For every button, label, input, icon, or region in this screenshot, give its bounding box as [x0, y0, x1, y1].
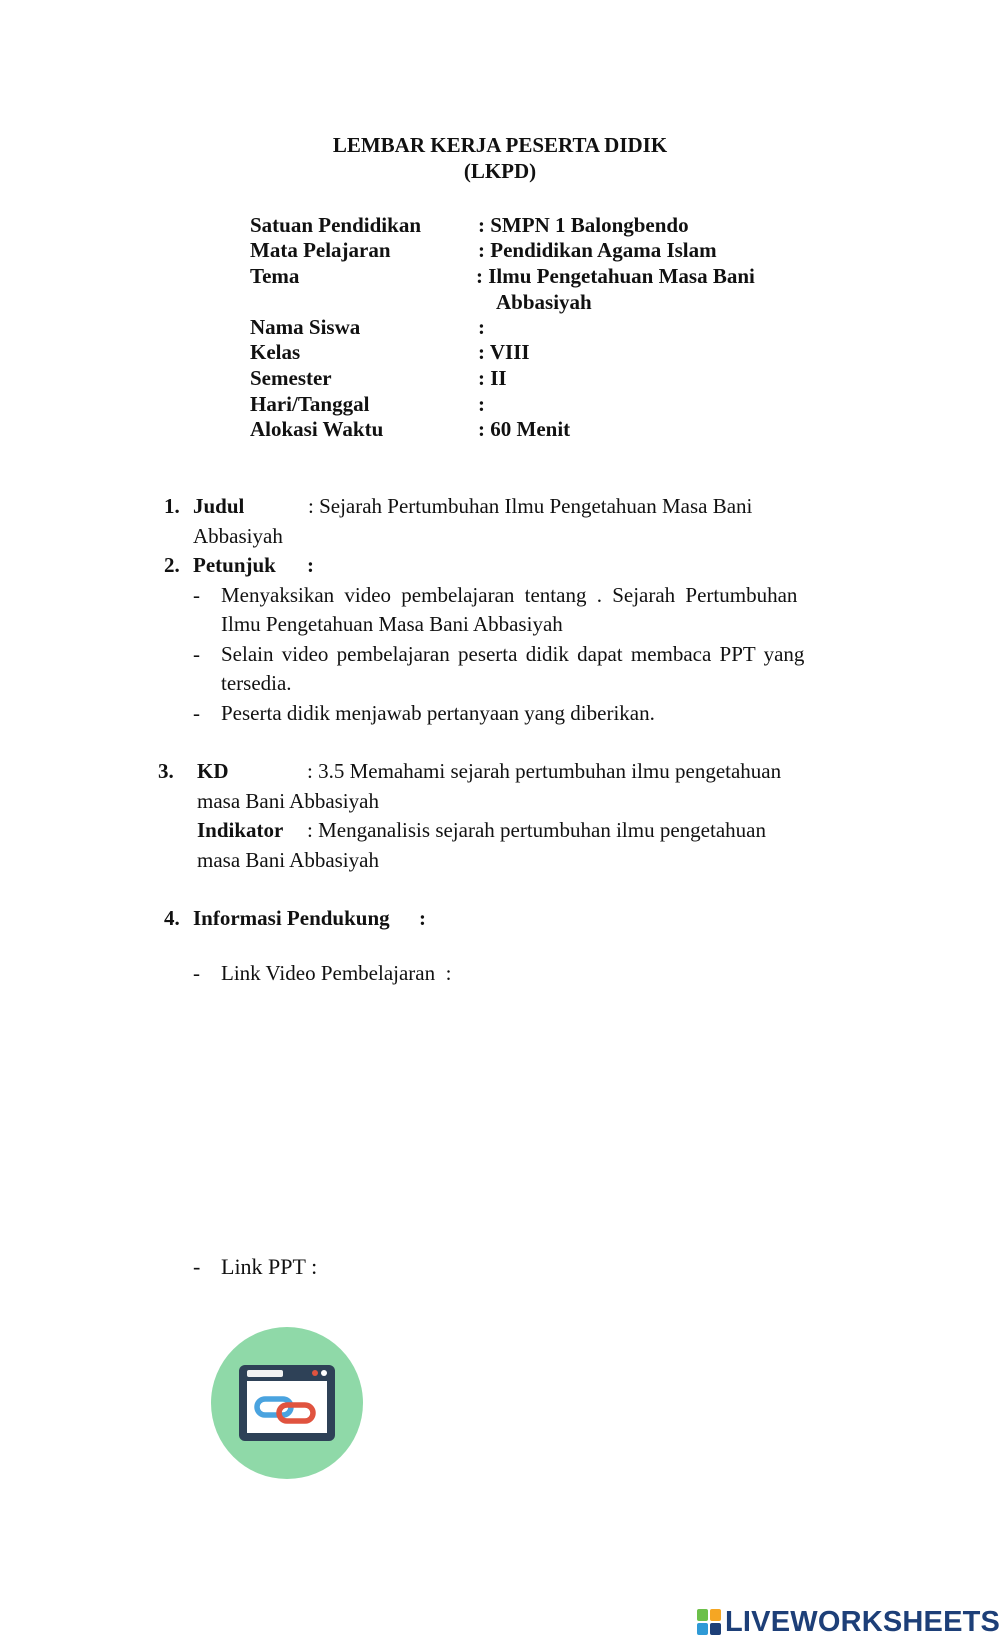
liveworksheets-logo: [697, 1606, 1000, 1638]
info-value: : VIII: [478, 340, 530, 364]
section-number: 3.: [158, 759, 174, 783]
kd-text-cont: masa Bani Abbasiyah: [197, 789, 379, 813]
info-label: Hari/Tanggal: [250, 392, 370, 416]
info-label: Satuan Pendidikan: [250, 213, 421, 237]
info-value: :: [478, 315, 485, 339]
video-link-label: Link Video Pembelajaran :: [221, 961, 452, 985]
info-value: : 60 Menit: [478, 417, 571, 441]
section-colon: :: [419, 906, 426, 930]
page-title: LEMBAR KERJA PESERTA DIDIK: [332, 133, 668, 157]
info-label: Mata Pelajaran: [250, 238, 391, 262]
instruction-item: Peserta didik menjawab pertanyaan yang diberikan.: [221, 701, 655, 725]
bullet-dash: -: [193, 961, 200, 985]
info-label: Tema: [250, 264, 300, 288]
link-icon: [211, 1327, 363, 1479]
instruction-item: Selain video pembelajaran peserta didik dapat membaca PPT yang: [221, 642, 805, 666]
section-number: 2.: [164, 553, 180, 577]
bullet-dash: -: [193, 701, 200, 725]
info-value: : SMPN 1 Balongbendo: [478, 213, 689, 237]
info-value: :: [478, 392, 485, 416]
page-subtitle: (LKPD): [463, 159, 537, 183]
section-text-cont: Abbasiyah: [193, 524, 283, 548]
indicator-text-cont: masa Bani Abbasiyah: [197, 848, 379, 872]
bullet-dash: -: [193, 642, 200, 666]
info-value: : II: [478, 366, 507, 390]
info-value: : Ilmu Pengetahuan Masa Bani: [476, 264, 755, 288]
info-label: Alokasi Waktu: [250, 417, 384, 441]
bullet-dash: -: [193, 583, 200, 607]
section-text: : Sejarah Pertumbuhan Ilmu Pengetahuan Masa Bani: [308, 494, 753, 518]
instruction-item: Menyaksikan video pembelajaran tentang . Sejarah Pertumbuhan: [221, 583, 798, 607]
section-label: Informasi Pendukung: [193, 906, 390, 930]
section-colon: :: [307, 553, 314, 577]
info-label: Kelas: [250, 340, 301, 364]
instruction-item-cont: tersedia.: [221, 671, 292, 695]
info-value-cont: Abbasiyah: [496, 290, 592, 314]
section-number: 4.: [164, 906, 180, 930]
ppt-link-button[interactable]: [211, 1327, 363, 1479]
ppt-link-label: Link PPT :: [221, 1254, 318, 1279]
section-number: 1.: [164, 494, 180, 518]
bullet-dash: -: [193, 1254, 201, 1279]
info-label: Nama Siswa: [250, 315, 361, 339]
logo-text: LIVEWORKSHEETS: [725, 1605, 1000, 1638]
indicator-text: : Menganalisis sejarah pertumbuhan ilmu pengetahuan: [307, 818, 766, 842]
indicator-label: Indikator: [197, 818, 284, 842]
kd-label: KD: [197, 759, 229, 783]
info-value: : Pendidikan Agama Islam: [478, 238, 717, 262]
section-label: Petunjuk: [193, 553, 276, 577]
section-label: Judul: [193, 494, 245, 518]
info-label: Semester: [250, 366, 332, 390]
liveworksheets-icon: [697, 1609, 721, 1635]
instruction-item-cont: Ilmu Pengetahuan Masa Bani Abbasiyah: [221, 612, 563, 636]
kd-text: : 3.5 Memahami sejarah pertumbuhan ilmu pengetahuan: [307, 759, 782, 783]
